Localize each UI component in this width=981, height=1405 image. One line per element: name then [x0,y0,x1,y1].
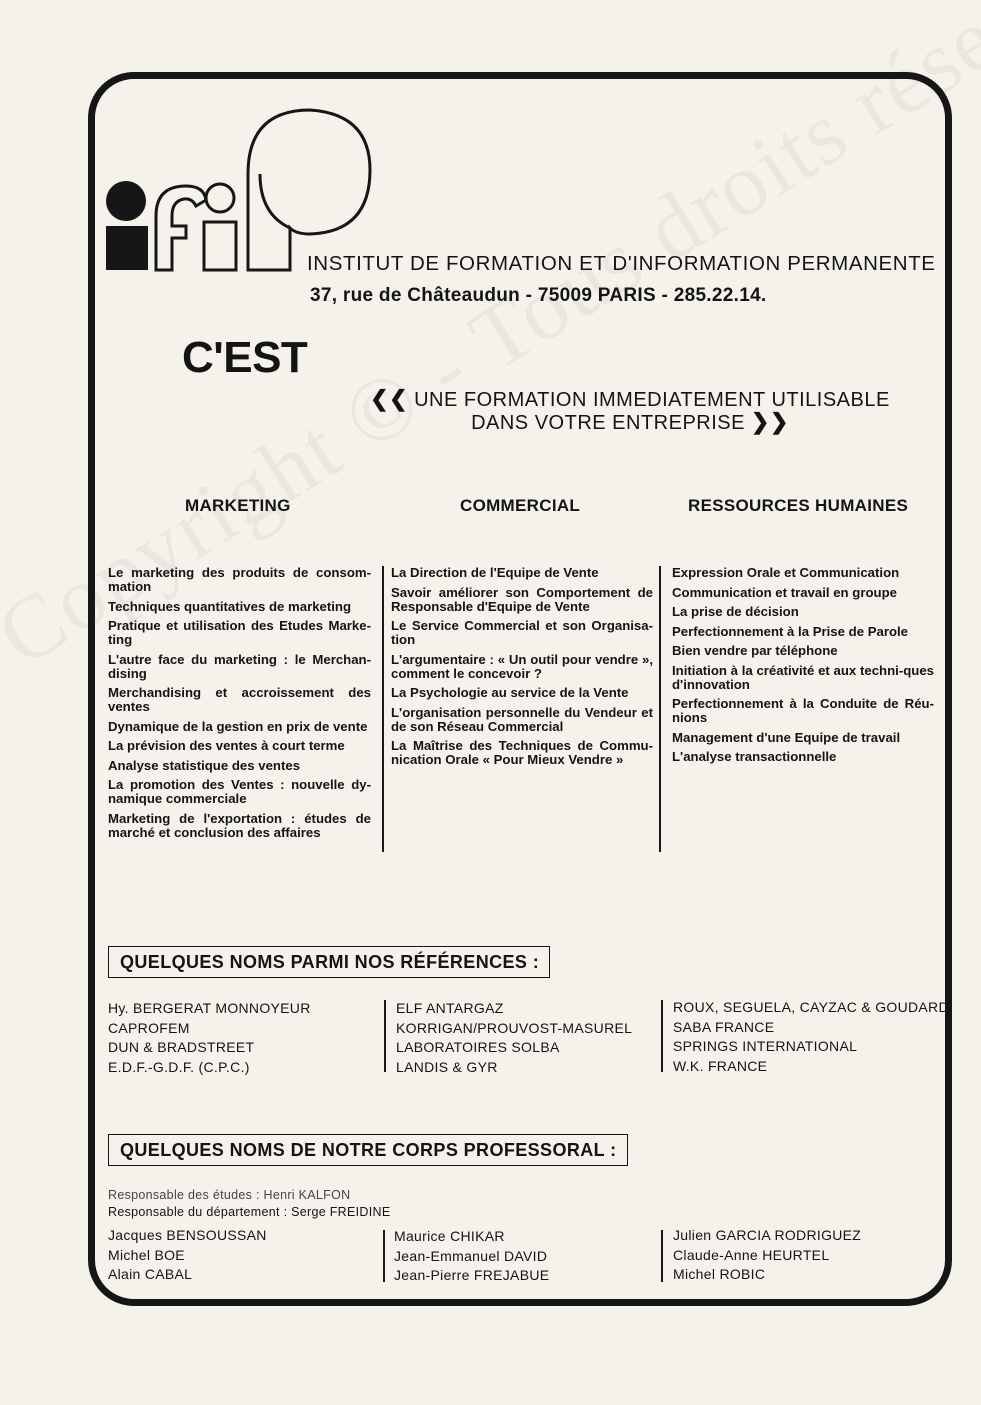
course-item: L'argumentaire : « Un outil pour vendre », comment le concevoir ? [391,651,653,681]
faculty-member: Jean-Emmanuel DAVID [394,1247,548,1264]
course-item: Le Service Commercial et son Organisa-tion [391,618,653,647]
course-item: Bien vendre par téléphone [672,643,838,658]
faculty-column [673,1226,861,1285]
reference-item: SPRINGS INTERNATIONAL [673,1038,858,1055]
reference-item: Hy. BERGERAT MONNOYEUR [108,1000,311,1016]
course-item: La Maîtrise des Techniques de Commu-nication Orale « Pour Mieux Vendre » [391,738,653,767]
faculty-member: Jean-Pierre FREJABUE [394,1267,550,1284]
course-item: L'organisation personnelle du Vendeur et de son Réseau Commercial [391,704,653,734]
column-divider [382,566,384,852]
responsable-etudes: Responsable des études : Henri KALFON [108,1188,351,1202]
faculty-member: Jacques BENSOUSSAN [108,1227,267,1243]
reference-item: DUN & BRADSTREET [108,1039,255,1056]
course-item: Management d'une Equipe de travail [672,729,901,745]
references-column [396,999,632,1077]
marketing-course-list [108,566,371,845]
course-item: La prise de décision [672,604,799,619]
faculty-column [394,1227,549,1286]
column-divider [384,1000,386,1072]
course-item: Analyse statistique des ventes [108,757,301,773]
course-item: La prévision des ventes à court terme [108,738,345,753]
slogan-line-2: DANS VOTRE ENTREPRISE [471,412,745,434]
reference-item: W.K. FRANCE [673,1057,768,1074]
faculty-member: Alain CABAL [108,1266,193,1283]
faculty-heading: QUELQUES NOMS DE NOTRE CORPS PROFESSORAL : [108,1134,628,1166]
course-item: La Direction de l'Equipe de Vente [391,565,599,580]
course-item: Perfectionnement à la Prise de Parole [672,623,909,639]
open-quote-icon: ❮❮ [370,386,409,411]
faculty-column [108,1226,267,1285]
references-heading: QUELQUES NOMS PARMI NOS RÉFÉRENCES : [108,946,550,978]
slogan [350,388,910,434]
close-quote-icon: ❯❯ [751,409,789,434]
faculty-member: Michel ROBIC [673,1266,766,1283]
column-divider [661,1000,663,1072]
faculty-member: Maurice CHIKAR [394,1228,505,1244]
reference-item: ROUX, SEGUELA, CAYZAC & GOUDARD [673,999,949,1015]
course-item: Initiation à la créativité et aux techni-ques d'innovation [672,662,934,692]
references-column [673,998,949,1076]
course-item: Le marketing des produits de consom-mation [108,565,371,594]
column-heading-commercial: COMMERCIAL [460,496,581,515]
reference-item: CAPROFEM [108,1019,190,1036]
faculty-member: Julien GARCIA RODRIGUEZ [673,1227,862,1243]
column-heading-marketing: MARKETING [185,496,291,515]
course-item: Savoir améliorer son Comportement de Responsable d'Equipe de Vente [391,584,653,614]
course-item: Marketing de l'exportation : études de marché et conclusion des affaires [108,810,371,840]
course-item: Communication et travail en groupe [672,584,897,600]
commercial-course-list [391,566,653,773]
ifip-logo [100,104,380,274]
column-divider [383,1230,385,1282]
course-item: La Psychologie au service de la Vente [391,685,629,700]
reference-item: E.D.F.-G.D.F. (C.P.C.) [108,1058,250,1075]
column-divider [659,566,661,852]
course-item: Expression Orale et Communication [672,565,900,580]
course-item: Dynamique de la gestion en prix de vente [108,718,368,734]
slogan-line-1: UNE FORMATION IMMEDIATEMENT UTILISABLE [414,389,890,411]
course-item: L'autre face du marketing : le Merchan-dising [108,651,371,681]
reference-item: KORRIGAN/PROUVOST-MASUREL [396,1019,633,1036]
reference-item: LANDIS & GYR [396,1058,498,1075]
reference-item: ELF ANTARGAZ [396,1000,504,1016]
course-item: Merchandising et accroissement des ventes [108,685,371,714]
faculty-member: Michel BOE [108,1246,185,1263]
course-item: L'analyse transactionnelle [672,749,837,764]
course-item: Pratique et utilisation des Etudes Marke-ting [108,618,371,647]
references-column [108,999,311,1077]
responsable-departement: Responsable du département : Serge FREIDINE [108,1205,391,1219]
faculty-member: Claude-Anne HEURTEL [673,1246,830,1263]
institute-address: 37, rue de Châteaudun - 75009 PARIS - 285.22.14. [310,285,767,306]
course-item: Perfectionnement à la Conduite de Réu-nions [672,696,934,725]
column-heading-ressources-humaines: RESSOURCES HUMAINES [688,496,909,515]
reference-item: LABORATOIRES SOLBA [396,1039,560,1056]
institute-name: INSTITUT DE FORMATION ET D'INFORMATION PERMANENTE [307,252,936,275]
ressources-humaines-course-list [672,566,934,770]
column-divider [661,1230,663,1282]
page-title: C'EST [182,333,308,382]
reference-item: SABA FRANCE [673,1018,775,1035]
course-item: Techniques quantitatives de marketing [108,598,352,614]
course-item: La promotion des Ventes : nouvelle dy-namique commerciale [108,777,371,806]
